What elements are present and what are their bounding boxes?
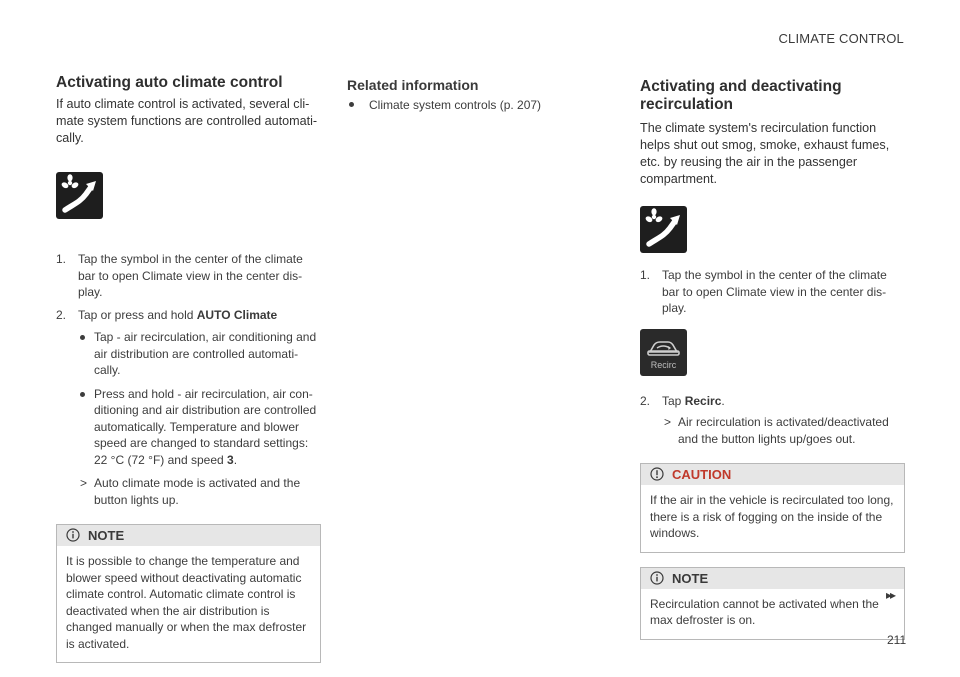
related-information-section xyxy=(347,79,612,113)
step-item: 1. Tap the symbol in the center of the climate bar to open Climate view in the center dis-play. xyxy=(640,268,887,315)
info-icon xyxy=(650,571,664,585)
section-title: Activating and deactivating recirculation xyxy=(640,78,842,113)
result-item: > Auto climate mode is activated and the button lights up. xyxy=(80,476,301,507)
step-item: 1. Tap the symbol in the center of the climate bar to open Climate view in the center dis-play. xyxy=(56,252,303,299)
steps-list xyxy=(56,251,321,508)
auto-climate-section xyxy=(56,74,321,663)
caution-body: If the air in the vehicle is recirculated too long, there is a risk of fogging on the inside of the windows. xyxy=(650,493,894,540)
speed-value: 3 xyxy=(227,452,234,467)
note-body: It is possible to change the temperature and blower speed without deactivating automatic climate control. Automatic climate control is deactivated when the air distribution is changed manually or when the max defroster is activated. xyxy=(66,554,307,651)
page-number: 211 xyxy=(887,633,907,647)
recirc-button-image xyxy=(640,329,687,376)
result-item: > Air recirculation is activated/deactivated and the button lights up/goes out. xyxy=(664,415,889,446)
related-list xyxy=(347,97,612,113)
caution-box xyxy=(640,463,905,553)
recirculation-section xyxy=(640,78,905,640)
auto-climate-label: AUTO Climate xyxy=(196,307,278,322)
steps-list xyxy=(640,267,905,317)
list-item: Tap - air recirculation, air conditioning and air distribution are controlled automati-cally. xyxy=(78,329,321,379)
note-box xyxy=(56,524,321,663)
list-item: Press and hold - air recirculation, air con-ditioning and air distribution are controlled automatically. Temperature and blower speed are changed to standard settings: 22 °C (72 °F) and speed 3. xyxy=(78,386,321,469)
step-item: 2. Tap Recirc. > Air recirculation is activated/deactivated and the button lights up/goes out. xyxy=(640,393,905,448)
section-header: CLIMATE CONTROL xyxy=(778,31,904,46)
step-item: 2. Tap or press and hold AUTO Climate Tap - air recirculation, air conditioning and air distribution are controlled automati-cally. Press and hold - air recirculation, air con-ditioning and air distribution are controlled automatically. Temperature and blower speed are changed to standard settings: 22 °C (72 °F) and speed 3. > Auto climate mode is activated and the button lights up. xyxy=(56,307,321,509)
caution-header: CAUTION xyxy=(641,464,904,485)
steps-list xyxy=(640,393,905,448)
section-intro: If auto climate control is activated, several cli-mate system functions are controlled automati-cally. xyxy=(56,97,318,145)
recirc-label: Recirc xyxy=(684,393,722,408)
bullet-list xyxy=(78,329,321,468)
section-intro: The climate system's recirculation function helps shut out smog, smoke, exhaust fumes, etc. by reusing the air in the passenger compartment. xyxy=(640,121,890,186)
note-header: NOTE xyxy=(57,525,320,546)
section-title: Activating auto climate control xyxy=(56,74,283,91)
continue-arrows-icon: ▸▸ xyxy=(886,588,895,602)
note-box xyxy=(640,567,905,640)
note-header: NOTE xyxy=(641,568,904,589)
note-body: Recirculation cannot be activated when the max defroster is on. xyxy=(650,596,879,627)
related-title: Related information xyxy=(347,77,479,93)
climate-fan-arrow-icon xyxy=(640,206,687,253)
recirc-icon-label: Recirc xyxy=(650,359,677,370)
climate-fan-arrow-icon xyxy=(56,172,103,219)
related-link[interactable]: Climate system controls (p. 207) xyxy=(347,97,612,113)
info-icon xyxy=(66,528,80,542)
warning-icon xyxy=(650,467,664,481)
